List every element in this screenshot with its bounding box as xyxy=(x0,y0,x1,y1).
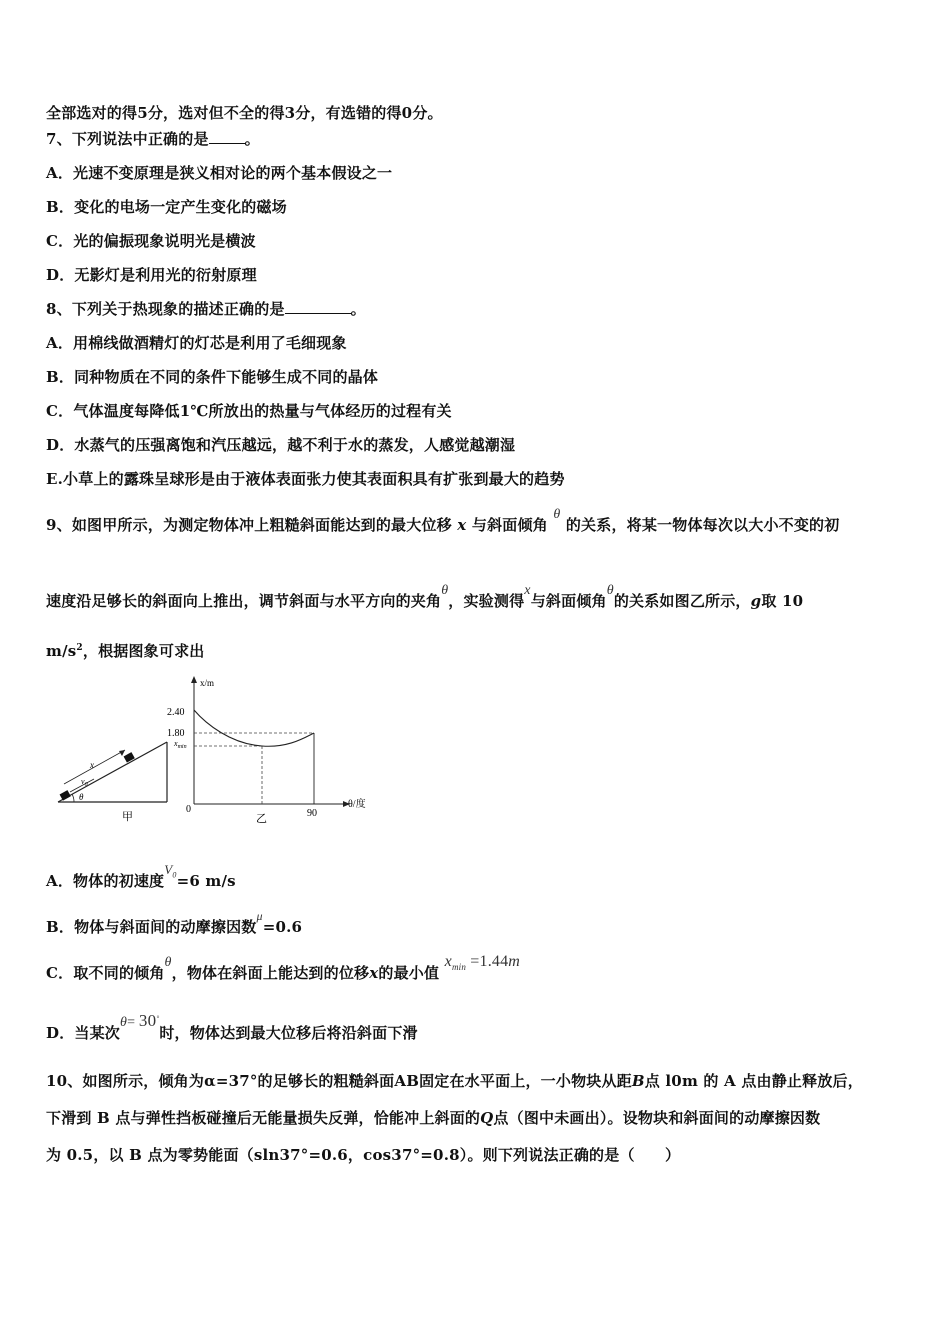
q7-stem-text: 7、下列说法中正确的是 xyxy=(46,130,209,148)
q9-option-b xyxy=(46,909,303,937)
q8-answer-blank xyxy=(285,312,351,314)
q9-optC-unit: m xyxy=(508,953,521,970)
q9-l2d: 的关系如图乙所示， xyxy=(613,592,751,610)
q10-line-1 xyxy=(46,1070,863,1091)
q7-option-d: D．无影灯是利用光的衍射原理 xyxy=(46,266,257,284)
q8-option-a: A．用棉线做酒精灯的灯芯是利用了毛细现象 xyxy=(46,334,347,352)
q9-line-1 xyxy=(46,507,840,535)
q9-x-var: x xyxy=(457,516,467,534)
theta-arc xyxy=(72,794,74,802)
q10-l2a: 下滑到 B 点与弹性挡板碰撞后无能量损失反弹，恰能冲上斜面的 xyxy=(46,1109,481,1127)
q8-option-c: C．气体温度每降低1℃所放出的热量与气体经历的过程有关 xyxy=(46,402,452,420)
incline-x-label: x xyxy=(90,760,94,770)
graph-y-tick-240: 2.40 xyxy=(167,707,185,718)
q9-optB-value: =0.6 xyxy=(262,918,303,936)
q8-stem-end: 。 xyxy=(350,300,366,318)
q9-x-symbol: x xyxy=(524,583,531,598)
q9-l1a: 9、如图甲所示，为测定物体冲上粗糙斜面能达到的最大位移 xyxy=(46,516,452,534)
q8-option-b: B．同种物质在不同的条件下能够生成不同的晶体 xyxy=(46,368,379,386)
q10-B: B xyxy=(631,1072,645,1090)
graph-y-axis-label: x/m xyxy=(200,678,215,688)
q9-option-a xyxy=(46,862,236,892)
q9-option-d xyxy=(46,1011,418,1043)
q8-stem-text: 8、下列关于热现象的描述正确的是 xyxy=(46,300,285,318)
incline-v0-label xyxy=(81,777,88,788)
q9-optB-mu: μ xyxy=(256,909,263,923)
q10-line-2 xyxy=(46,1107,820,1128)
incline-v0-main: v xyxy=(81,777,85,786)
q8-option-d: D．水蒸气的压强离饱和汽压越远，越不利于水的蒸发，人感觉越潮湿 xyxy=(46,436,516,454)
q9-theta-symbol-3: θ xyxy=(606,583,614,598)
q9-optC-xmin: x xyxy=(444,953,452,970)
graph-x-tick-90: 90 xyxy=(307,808,317,819)
figure-label-jia: 甲 xyxy=(122,811,133,823)
graph-y-arrow xyxy=(191,676,197,683)
q9-optC-theta: θ xyxy=(164,955,172,970)
graph-x-origin: 0 xyxy=(186,804,191,815)
q7-stem xyxy=(46,128,260,149)
q9-l3a: m/s xyxy=(46,642,77,660)
q10-line-3: 为 0.5，以 B 点为零势能面（sln37°=0.6，cos37°=0.8）。则下列说法正确的是（ ） xyxy=(46,1146,681,1164)
q10-l1a: 10、如图所示，倾角为α=37°的足够长的粗糙斜面AB固定在水平面上，一小物块从距 xyxy=(46,1072,632,1090)
q9-option-c xyxy=(46,953,521,984)
q9-optD-deg: ° xyxy=(156,1014,160,1023)
incline-v0-sub: 0 xyxy=(84,782,88,788)
q9-optD-theta: θ xyxy=(120,1015,128,1030)
q7-option-a: A．光速不变原理是狭义相对论的两个基本假设之一 xyxy=(46,164,393,182)
graph-y-tick-180: 1.80 xyxy=(167,728,185,739)
q7-stem-end: 。 xyxy=(244,130,260,148)
q9-optA-value: =6 m/s xyxy=(176,872,236,890)
q9-optC-xmin-sub: min xyxy=(451,962,467,973)
q9-line-3 xyxy=(46,640,204,661)
graph-xmin-main: x xyxy=(174,739,178,748)
incline-slope xyxy=(58,742,167,802)
q9-optD-text-b: 时，物体达到最大位移后将沿斜面下滑 xyxy=(159,1024,418,1042)
q9-optD-formula xyxy=(120,1011,160,1030)
displacement-line xyxy=(64,750,125,784)
q10-l2b: 点（图中未画出）。设物块和斜面间的动摩擦因数 xyxy=(493,1109,821,1127)
q9-optA-v0 xyxy=(164,862,177,880)
q9-optB-text: B．物体与斜面间的动摩擦因数 xyxy=(46,918,257,936)
q10-l1b: 点 l0m 的 A 点由静止释放后， xyxy=(644,1072,863,1090)
figure-label-yi: 乙 xyxy=(256,813,267,825)
q9-line-2 xyxy=(46,583,804,611)
q9-l2e: 取 10 xyxy=(761,592,804,610)
q9-theta-symbol: θ xyxy=(553,507,561,522)
q8-stem xyxy=(46,298,366,319)
q9-l1c: 的关系，将某一物体每次以大小不变的初 xyxy=(565,516,840,534)
q9-figure xyxy=(56,672,386,832)
q9-l3-sup: 2 xyxy=(76,643,83,653)
q9-optA-text: A．物体的初速度 xyxy=(46,872,165,890)
q7-answer-blank xyxy=(209,142,245,144)
q9-optC-value: =1.44 xyxy=(470,953,509,970)
q9-optC-text-c: 的最小值 xyxy=(378,964,440,982)
q8-option-e: E.小草上的露珠呈球形是由于液体表面张力使其表面积具有扩张到最大的趋势 xyxy=(46,470,565,488)
q9-l2a: 速度沿足够长的斜面向上推出，调节斜面与水平方向的夹角 xyxy=(46,592,442,610)
q9-l1b: 与斜面倾角 xyxy=(471,516,548,534)
q9-theta-symbol-2: θ xyxy=(441,583,449,598)
figure-graph xyxy=(167,676,366,825)
q9-optC-x: x xyxy=(369,964,379,982)
q9-optC-text-b: ，物体在斜面上能达到的位移 xyxy=(171,964,370,982)
intro-text: 全部选对的得5分，选对但不全的得3分，有选错的得0分。 xyxy=(46,104,443,122)
graph-y-tick-xmin xyxy=(173,739,187,750)
q7-option-c: C．光的偏振现象说明光是横波 xyxy=(46,232,256,250)
q9-optD-text-a: D．当某次 xyxy=(46,1024,121,1042)
graph-x-axis-label: θ/度 xyxy=(348,799,366,810)
q9-optA-v: V xyxy=(164,862,173,877)
incline-theta-label: θ xyxy=(79,792,84,802)
q9-optD-val: 30 xyxy=(138,1011,157,1030)
q9-optD-eq: = xyxy=(127,1015,136,1030)
q9-l2b: ，实验测得 xyxy=(448,592,525,610)
graph-xmin-sub: min xyxy=(177,744,187,750)
block-start xyxy=(60,790,71,800)
q9-l3b: ，根据图象可求出 xyxy=(82,642,205,660)
graph-curve xyxy=(194,710,314,746)
q9-optC-formula xyxy=(444,953,521,973)
q7-option-b: B．变化的电场一定产生变化的磁场 xyxy=(46,198,287,216)
q9-g-var: g xyxy=(750,592,762,610)
figure-incline xyxy=(58,742,167,823)
q9-l2c: 与斜面倾角 xyxy=(530,592,607,610)
q9-optC-text-a: C．取不同的倾角 xyxy=(46,964,165,982)
q10-Q: Q xyxy=(480,1109,494,1127)
q9-optA-v-sub: 0 xyxy=(172,870,177,880)
